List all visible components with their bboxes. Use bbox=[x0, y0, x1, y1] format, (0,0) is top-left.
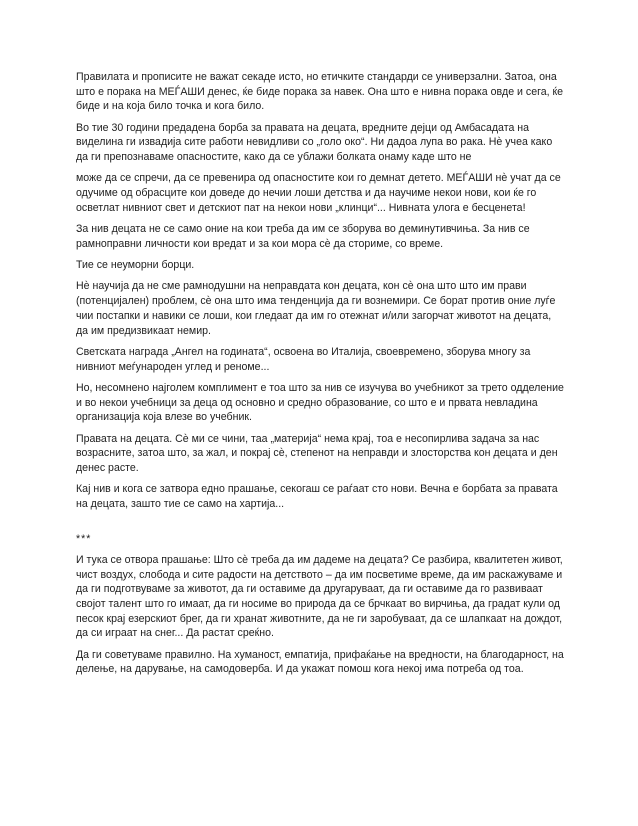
paragraph: За нив децата не се само оние на кои треба да им се зборува во деминутивчиња. За нив се рамноправни личности кои вредат и за кои мора сѐ да сториме, со време. bbox=[76, 223, 530, 250]
section-separator: *** bbox=[76, 532, 92, 545]
paragraph: Но, несомнено најголем комплимент е тоа што за нив се изучува во учебникот за трето одделение и во некои учебници за деца од основно и средно образование, со што е и првата невладина организација која влезе во учебник. bbox=[76, 381, 564, 424]
paragraph: Тие се неуморни борци. bbox=[76, 259, 195, 272]
paragraph: Правилата и прописите не важат секаде исто, но етичките стандарди се универзални. Затоа, она што е порака на МЕЃАШИ денес, ќе биде порака за навек. Она што е нивна порака овде и сега, ќе биде и на која било точка и кога било. bbox=[76, 71, 564, 113]
paragraph: може да се спречи, да се превенира од опасностите кои го демнат детето. МЕЃАШИ нѐ учат да се одучиме од обрасците кои доведе до нечии лоши детства и да научиме некои нови, кои ќе го осветлат нивниот свет и детскиот пат на некои нови „клинци“... Нивната улога е бесценета! bbox=[76, 172, 561, 214]
paragraph: Во тие 30 години предадена борба за правата на децата, вредните дејци од Амбасадата на виделина ги извадија сите работи невидливи со „голо око“. Ни дадоа лупа во рака. Нѐ учеа како да ги препознаваме опасностите, како да се ублажи болката онаму каде што не bbox=[76, 121, 553, 164]
paragraph: Светската награда „Ангел на годината“, освоена во Италија, своевремено, зборува многу за нивниот меѓународен углед и реноме... bbox=[76, 345, 531, 373]
paragraph: Да ги советуваме правилно. На хуманост, емпатија, прифаќање на вредности, на благодарност, на делење, на дарување, на самодоверба. И да укажат помош кога некој има потреба од тоа. bbox=[76, 648, 564, 676]
paragraph: Кај нив и кога се затвора едно прашање, секогаш се раѓаат сто нови. Вечна е борбата за правата на децата, зашто тие се само на хартија... bbox=[76, 483, 558, 510]
paragraph: И тука се отвора прашање: Што сѐ треба да им дадеме на децата? Се разбира, квалитетен живот, чист воздух, слобода и сите радости на детството – да им посветиме време, да им раскажуваме и да ги подготвуваме за животот, да ги оставиме да другаруваат, да ги оставиме да го развиваат својот талент што го имаат, да ги носиме во природа да се брчкаат во вирчиња, да градат кули од песок крај езерскиот брег, да ги хранат животните, да не ги заробуваат, да се шлапкаат на дождот, да си играат на снег... Да растат среќно. bbox=[76, 553, 563, 640]
document-body bbox=[76, 70, 566, 684]
paragraph: Нѐ научија да не сме рамнодушни на неправдата кон децата, кон сѐ она што што им прави (потенцијален) проблем, сѐ она што има тенденција да ги вознемири. Се борат против оние луѓе чии постапки и навики се лоши, кои гледаат да им го отежнат и/или загорчат животот на децата, да им предизвикаат немир. bbox=[76, 280, 556, 337]
paragraph: Правата на децата. Сѐ ми се чини, таа „материја“ нема крај, тоа е несопирлива задача за нас возрасните, затоа што, за жал, и покрај сѐ, степенот на неправди и злосторства кон децата и ден денес расте. bbox=[76, 432, 558, 474]
